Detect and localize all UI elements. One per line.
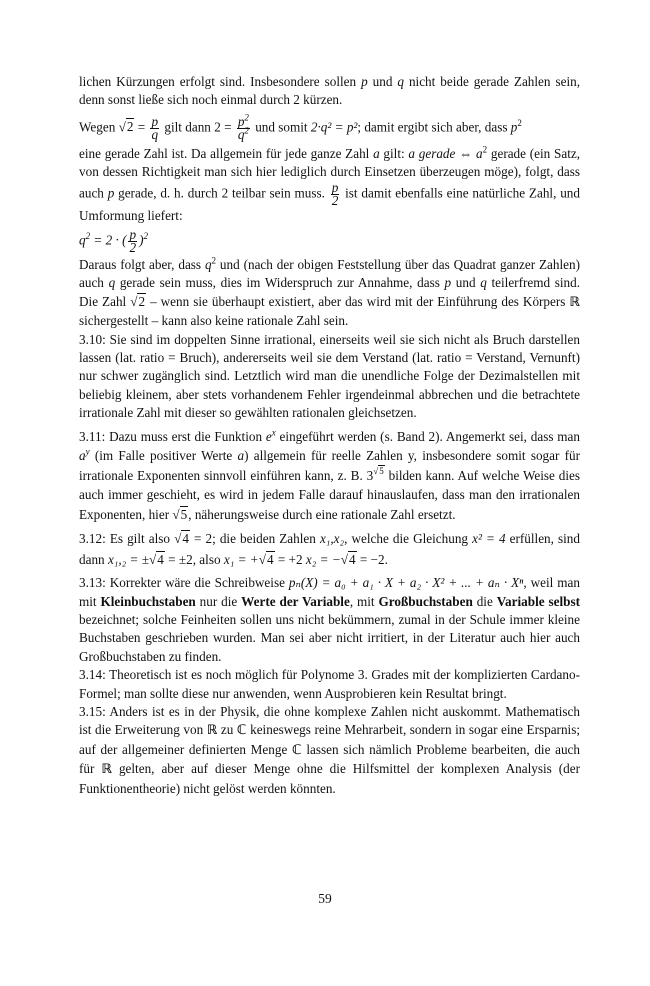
paragraph-wegen: Wegen √2 = $\frac{p}{q}$ gilt dann 2 = $\frac{p^2}{q^2}$ und somit 2·q² = p²; damit ergibt sich aber, dass $p^2$: [79, 112, 522, 142]
fraction-p-2: $\frac{p}{2}$: [331, 179, 339, 208]
formula-q2: $q^2 = 2$ · ( $\frac{p}{2}$ )$^2$: [79, 227, 148, 256]
note-3-14: 3.14: Theoretisch ist es noch möglich für Polynome 3. Grades mit der komplizierten Cardano-Formel; man sollte diese nur anwenden, wenn Ausprobieren kein Resultat bringt.: [79, 667, 580, 701]
fraction-p-q: $\frac{p}{q}$: [151, 113, 159, 142]
note-3-13: 3.13: Korrekter wäre die Schreibweise pₙ(X) = a₀ + a₁ · X + a₂ · X² + ... + aₙ · Xⁿ, weil man mit Kleinbuchstaben nur die Werte der Variable, mit Großbuchstaben die Variable selbst bezeichnet; solche Feinheiten sollen uns nicht bekümmern, zumal in der Schule immer kleine Buchstaben geschrieben wurden. Man sei aber nicht irritiert, in der Literatur auch hier auch Großbuchstaben zu finden.: [79, 575, 580, 664]
fraction-p2-q2: $\frac{p^2}{q^2}$: [237, 112, 249, 142]
paragraph: eine gerade Zahl ist. Da allgemein für jede ganze Zahl a gilt: a gerade ⇔ $a^2$ gerade (ein Satz, von dessen Richtigkeit man sich hier lediglich durch Einsetzen überzeugen möge), folgt, dass auch p gerade, d. h. durch 2 teilbar sein muss. $\frac{p}{2}$ ist damit ebenfalls eine natürliche Zahl, und Umformung liefert:: [79, 144, 581, 223]
body-text: [79, 73, 580, 798]
note-3-11: 3.11: Dazu muss erst die Funktion $e^x$ eingeführt werden (s. Band 2). Angemerkt sei, dass man $a^y$ (im Falle positiver Werte a) allgemein für reelle Zahlen y, insbesondere somit sogar für irrationale Exponenten sinnvoll einführen kann, z. B. $3^{√5}$ bilden kann. Auf welche Weise dies auch immer geschieht, es wird in jedem Falle darauf hinauslaufen, dass man den irrationalen Exponenten, hier √5, näherungsweise durch eine rationale Zahl ersetzt.: [79, 427, 581, 522]
note-3-15: 3.15: Anders ist es in der Physik, die ohne komplexe Zahlen nicht auskommt. Mathematisch ist die Erweiterung von ℝ zu ℂ keineswegs reine Mehrarbeit, sondern in sogar eine Ersparnis; auf der allgemeiner definierten Menge ℂ lassen sich nämlich Probleme bearbeiten, die auch für ℝ gelten, aber auf dieser Menge ohne die Hilfsmittel der komplexen Analysis (der Funktionentheorie) nicht gelöst werden könnten.: [79, 704, 581, 796]
page-number: 59: [318, 891, 332, 906]
note-3-10: 3.10: Sie sind im doppelten Sinne irrational, einerseits weil sie sich nicht als Bruch darstellen lassen (lat. ratio = Bruch), andererseits weil sie dem Verstand (lat. ratio = Verstand, Vernunft) nur schwer zugänglich sind. Letztlich wird man die unendliche Folge der Dezimalstellen mit beliebig kleinem, aber stets vorhandenem Fehler irgendeinmal abbrechen und die betrachtete irrationale Zahl mit dieser so gewählten rationalen gleichsetzen.: [79, 331, 580, 421]
note-3-12: 3.12: Es gilt also √4 = 2; die beiden Zahlen x₁,x₂, welche die Gleichung x² = 4 erfüllen, sind dann x₁,₂ = ±√4 = ±2, also x₁ = +√4 = +2 x₂ = −√4 = −2.: [79, 531, 580, 568]
paragraph: Daraus folgt aber, dass $q^2$ und (nach der obigen Feststellung über das Quadrat ganzer Zahlen) auch q gerade sein muss, dies im Widerspruch zur Annahme, dass p und q teilerfremd sind. Die Zahl √2 – wenn sie überhaupt existiert, aber das wird mit der Einführung des Körpers ℝ sichergestellt – kann also keine rationale Zahl sein.: [79, 255, 581, 329]
paragraph: lichen Kürzungen erfolgt sind. Insbesondere sollen p und q nicht beide gerade Zahlen sein, denn sonst ließe sich noch einmal durch 2 kürzen.: [79, 74, 581, 108]
